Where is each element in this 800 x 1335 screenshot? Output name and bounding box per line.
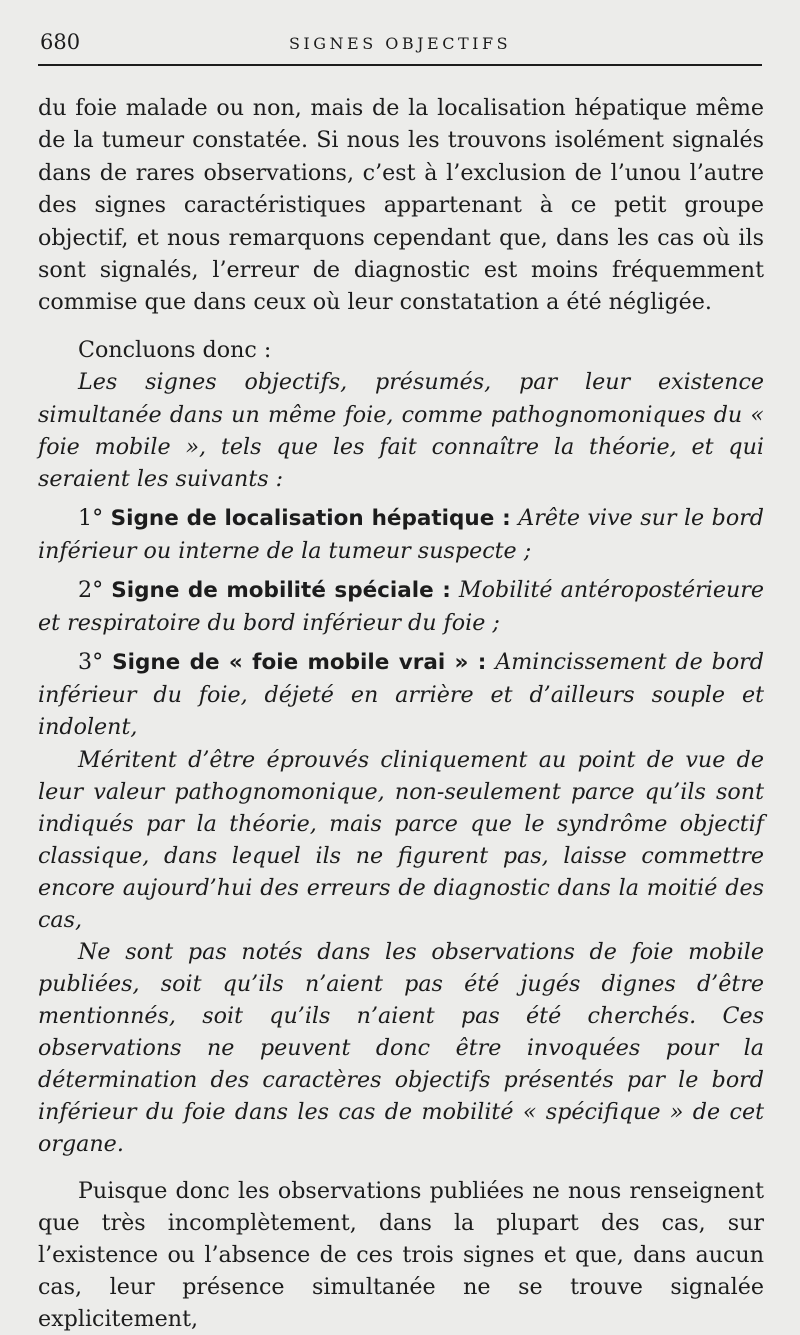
sign-number: 1° xyxy=(78,504,111,531)
sign-item-3 xyxy=(38,646,764,744)
sign-heading: Signe de « foie mobile vrai » : xyxy=(112,649,487,675)
paragraph-signs-intro: Les signes objectifs, présumés, par leur existence simultanée dans un même foie, comme pathognomoniques du « foie mobile », tels que les fait connaître la théorie, et qui seraient les suivants : xyxy=(38,369,764,493)
paragraph-conclusion-intro: Concluons donc : xyxy=(78,336,272,363)
header-rule xyxy=(38,64,762,66)
page-body xyxy=(38,92,764,1335)
paragraph-continuation: du foie malade ou non, mais de la localisation hépatique même de la tumeur constatée. Si nous les trouvons isolément signalés dans de rares observations, c’est à l’exclusion de l’unou l’autre des signes caractéristiques appartenant à ce petit groupe objectif, et nous remarquons cependant que, dans les cas où ils sont signalés, l’erreur de diagnostic est moins fréquemment commise que dans ceux où leur constatation a été négligée. xyxy=(38,95,764,316)
sign-number: 3° xyxy=(78,648,113,675)
sign-item-2 xyxy=(38,574,764,640)
sign-heading: Signe de mobilité spéciale : xyxy=(111,577,451,603)
paragraph-observations: Ne sont pas notés dans les observations de foie mobile publiées, soit qu’ils n’aient pas été jugés dignes d’être mentionnés, soit qu’ils n’aient pas été cherchés. Ces observations ne peuvent donc être invoquées pour la détermination des caractères objectifs présentés par le bord inférieur du foie dans les cas de mobilité « spécifique » de cet organe. xyxy=(38,938,764,1157)
paragraph-clinical-value: Méritent d’être éprouvés cliniquement au point de vue de leur valeur pathognomonique, non-seulement parce qu’ils sont indiqués par la théorie, mais parce que le syndrôme objectif classique, dans lequel ils ne figurent pas, laisse commettre encore aujourd’hui des erreurs de diagnostic dans la moitié des cas, xyxy=(38,746,764,933)
sign-item-1 xyxy=(38,502,764,568)
sign-description: Amincissement de bord inférieur du foie, déjeté en arrière et d’ailleurs souple et indolent, xyxy=(38,648,764,741)
page-number: 680 xyxy=(40,30,81,54)
paragraph-final: Puisque donc les observations publiées ne nous renseignent que très incomplètement, dans la plupart des cas, sur l’existence ou l’absence de ces trois signes et que, dans aucun cas, leur présence simultanée ne se trouve signalée explicitement, xyxy=(38,1177,764,1332)
page-header xyxy=(38,30,762,70)
running-title: SIGNES OBJECTIFS xyxy=(288,34,512,53)
sign-description: Mobilité antéropostérieure et respiratoire du bord inférieur du foie ; xyxy=(38,576,764,637)
sign-description: Arête vive sur le bord inférieur ou interne de la tumeur suspecte ; xyxy=(38,504,765,565)
sign-heading: Signe de localisation hépatique : xyxy=(110,505,511,531)
sign-number: 2° xyxy=(78,576,112,603)
